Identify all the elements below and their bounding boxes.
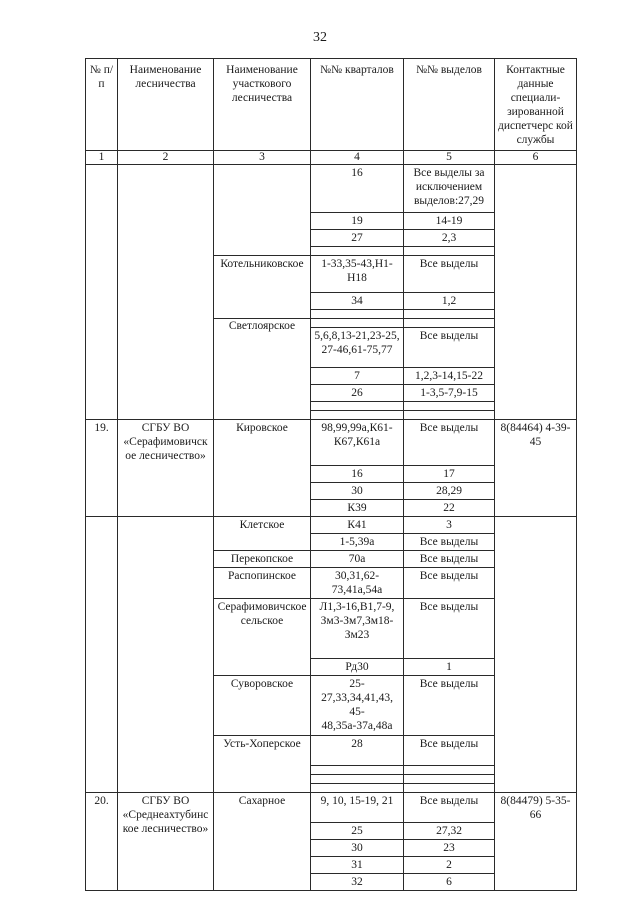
table-row <box>86 165 577 213</box>
quarters-cell: 26 <box>311 385 404 402</box>
column-number: 4 <box>311 151 404 165</box>
quarters-cell: 9, 10, 15-19, 21 <box>311 793 404 823</box>
district-cell: Светлоярское <box>214 319 311 420</box>
contacts-cell: 8(84464) 4-39-45 <box>495 420 577 517</box>
quarters-cell: 31 <box>311 857 404 874</box>
quarters-cell: 7 <box>311 368 404 385</box>
quarters-cell <box>311 310 404 319</box>
district-cell: Суворовское <box>214 676 311 736</box>
plots-cell: Все выделы <box>404 676 495 736</box>
district-cell: Перекопское <box>214 551 311 568</box>
plots-cell: Все выделы <box>404 551 495 568</box>
district-cell: Распопинское <box>214 568 311 599</box>
quarters-cell <box>311 411 404 420</box>
header-row <box>86 59 577 151</box>
header-district: Наименование участкового лесничества <box>214 59 311 151</box>
plots-cell: 1,2 <box>404 293 495 310</box>
plots-cell: Все выделы <box>404 736 495 766</box>
plots-cell: 1,2,3-14,15-22 <box>404 368 495 385</box>
forestry-cell: СГБУ ВО «Среднеахтубинское лесничество» <box>118 793 214 891</box>
quarters-cell: 28 <box>311 736 404 766</box>
plots-cell: Все выделы <box>404 420 495 466</box>
plots-cell: 1-3,5-7,9-15 <box>404 385 495 402</box>
number-cell <box>86 517 118 793</box>
plots-cell <box>404 766 495 775</box>
plots-cell: 27,32 <box>404 823 495 840</box>
district-cell: Клетское <box>214 517 311 551</box>
quarters-cell: 70а <box>311 551 404 568</box>
forestry-cell <box>118 517 214 793</box>
plots-cell <box>404 247 495 256</box>
plots-cell: Все выделы <box>404 328 495 368</box>
quarters-cell: Рд30 <box>311 659 404 676</box>
plots-cell <box>404 402 495 411</box>
plots-cell: Все выделы <box>404 534 495 551</box>
district-cell: Котельниковское <box>214 256 311 319</box>
plots-cell: Все выделы <box>404 568 495 599</box>
quarters-cell <box>311 247 404 256</box>
column-number: 1 <box>86 151 118 165</box>
number-cell: 20. <box>86 793 118 891</box>
plots-cell: 1 <box>404 659 495 676</box>
forestry-cell <box>118 165 214 420</box>
page-number: 32 <box>313 30 327 45</box>
quarters-cell: 30 <box>311 840 404 857</box>
quarters-cell: 1-33,35-43,Н1-Н18 <box>311 256 404 293</box>
number-cell <box>86 165 118 420</box>
number-cell: 19. <box>86 420 118 517</box>
quarters-cell <box>311 319 404 328</box>
plots-cell: Все выделы <box>404 256 495 293</box>
plots-cell: 2,3 <box>404 230 495 247</box>
table-row <box>86 517 577 534</box>
quarters-cell: 5,6,8,13-21,23-25, 27-46,61-75,77 <box>311 328 404 368</box>
quarters-cell: 25-27,33,34,41,43, 45-48,35а-37а,48а <box>311 676 404 736</box>
plots-cell: 22 <box>404 500 495 517</box>
column-number: 2 <box>118 151 214 165</box>
district-cell: Усть-Хоперское <box>214 736 311 793</box>
quarters-cell: 30 <box>311 483 404 500</box>
plots-cell: 2 <box>404 857 495 874</box>
header-forestry: Наименование лесничества <box>118 59 214 151</box>
quarters-cell: К41 <box>311 517 404 534</box>
forestry-cell: СГБУ ВО «Серафимовичское лесничество» <box>118 420 214 517</box>
table-row <box>86 793 577 823</box>
plots-cell: 17 <box>404 466 495 483</box>
plots-cell: 6 <box>404 874 495 891</box>
plots-cell: 3 <box>404 517 495 534</box>
district-cell: Сахарное <box>214 793 311 891</box>
contacts-cell: 8(84479) 5-35-66 <box>495 793 577 891</box>
quarters-cell: 16 <box>311 466 404 483</box>
quarters-cell <box>311 775 404 784</box>
header-number: № п/п <box>86 59 118 151</box>
plots-cell: Все выделы за исключением выделов:27,29 <box>404 165 495 213</box>
column-number: 6 <box>495 151 577 165</box>
plots-cell: Все выделы <box>404 599 495 659</box>
contacts-cell <box>495 165 577 420</box>
plots-cell: 14-19 <box>404 213 495 230</box>
column-number: 3 <box>214 151 311 165</box>
plots-cell: 23 <box>404 840 495 857</box>
table-row <box>86 420 577 466</box>
forestry-table <box>85 58 577 891</box>
district-cell: Серафимовичское сельское <box>214 599 311 676</box>
plots-cell <box>404 411 495 420</box>
plots-cell <box>404 775 495 784</box>
plots-cell: Все выделы <box>404 793 495 823</box>
quarters-cell: 98,99,99а,К61-К67,К61а <box>311 420 404 466</box>
quarters-cell <box>311 402 404 411</box>
quarters-cell: 27 <box>311 230 404 247</box>
quarters-cell: Л1,3-16,В1,7-9, Зм3-Зм7,Зм18-Зм23 <box>311 599 404 659</box>
plots-cell <box>404 319 495 328</box>
header-quarters: №№ кварталов <box>311 59 404 151</box>
column-number: 5 <box>404 151 495 165</box>
quarters-cell: 32 <box>311 874 404 891</box>
quarters-cell: 1-5,39а <box>311 534 404 551</box>
quarters-cell: 34 <box>311 293 404 310</box>
plots-cell <box>404 310 495 319</box>
contacts-cell <box>495 517 577 793</box>
quarters-cell: 25 <box>311 823 404 840</box>
header-contacts: Контактные данные специали-зированной диспетчерс кой службы <box>495 59 577 151</box>
quarters-cell: К39 <box>311 500 404 517</box>
column-number-row <box>86 151 577 165</box>
quarters-cell: 19 <box>311 213 404 230</box>
district-cell <box>214 165 311 256</box>
district-cell: Кировское <box>214 420 311 517</box>
plots-cell: 28,29 <box>404 483 495 500</box>
header-plots: №№ выделов <box>404 59 495 151</box>
quarters-cell: 16 <box>311 165 404 213</box>
quarters-cell: 30,31,62-73,41а,54а <box>311 568 404 599</box>
quarters-cell <box>311 766 404 775</box>
quarters-cell <box>311 784 404 793</box>
plots-cell <box>404 784 495 793</box>
